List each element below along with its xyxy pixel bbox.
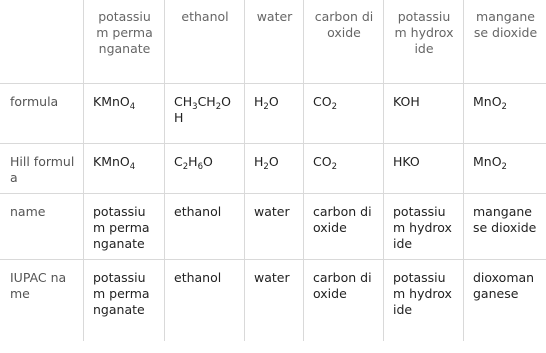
table-cell: dioxomanganese: [464, 260, 546, 342]
table-cell: KMnO$_4$: [84, 84, 165, 144]
table-cell: $C_2H_6O$: [165, 144, 245, 194]
table-cell: water: [245, 260, 304, 342]
subscript: 2: [501, 102, 507, 112]
subscript: 2: [501, 162, 507, 172]
table-row: [1, 260, 546, 342]
table-cell: potassium hydroxide: [384, 194, 464, 260]
subscript: 4: [129, 102, 136, 112]
table-cell: ethanol: [165, 194, 245, 260]
table-cell: $CO_2$: [304, 84, 384, 144]
table-cell: $CO_2$: [304, 144, 384, 194]
table-cell: ethanol: [165, 260, 245, 342]
corner-cell: [1, 1, 84, 84]
column-header: ethanol: [165, 1, 245, 84]
row-label: IUPAC name: [1, 260, 84, 342]
table-cell: $CH_3CH_2OH$: [165, 84, 245, 144]
table-row: [1, 194, 546, 260]
table-cell: $H_2O$: [245, 84, 304, 144]
row-label: Hill formula: [1, 144, 84, 194]
header-row: [1, 1, 546, 84]
table-cell: potassium hydroxide: [384, 260, 464, 342]
table-cell: $H_2O$: [245, 144, 304, 194]
row-label: formula: [1, 84, 84, 144]
column-header: manganese dioxide: [464, 1, 546, 84]
table-row: [1, 84, 546, 144]
table-cell: carbon dioxide: [304, 260, 384, 342]
table-cell: potassium permanganate: [84, 260, 165, 342]
table-cell: HKO: [384, 144, 464, 194]
column-header: water: [245, 1, 304, 84]
subscript: 4: [129, 162, 136, 172]
column-header: potassium hydroxide: [384, 1, 464, 84]
column-header: potassium permanganate: [84, 1, 165, 84]
subscript: 2: [182, 162, 189, 172]
table-cell: carbon dioxide: [304, 194, 384, 260]
subscript: 2: [263, 102, 269, 112]
table-cell: water: [245, 194, 304, 260]
table-row: [1, 144, 546, 194]
table-cell: KMnO$_4$: [84, 144, 165, 194]
subscript: 2: [263, 162, 269, 172]
row-label: name: [1, 194, 84, 260]
subscript: 6: [197, 162, 203, 172]
table-cell: MnO$_2$: [464, 144, 546, 194]
table-cell: KOH: [384, 84, 464, 144]
table-cell: manganese dioxide: [464, 194, 546, 260]
subscript: 2: [331, 162, 337, 172]
table-cell: potassium permanganate: [84, 194, 165, 260]
column-header: carbon dioxide: [304, 1, 384, 84]
subscript: 2: [215, 102, 222, 112]
table-cell: MnO$_2$: [464, 84, 546, 144]
subscript: 2: [331, 102, 337, 112]
subscript: 3: [192, 102, 198, 112]
